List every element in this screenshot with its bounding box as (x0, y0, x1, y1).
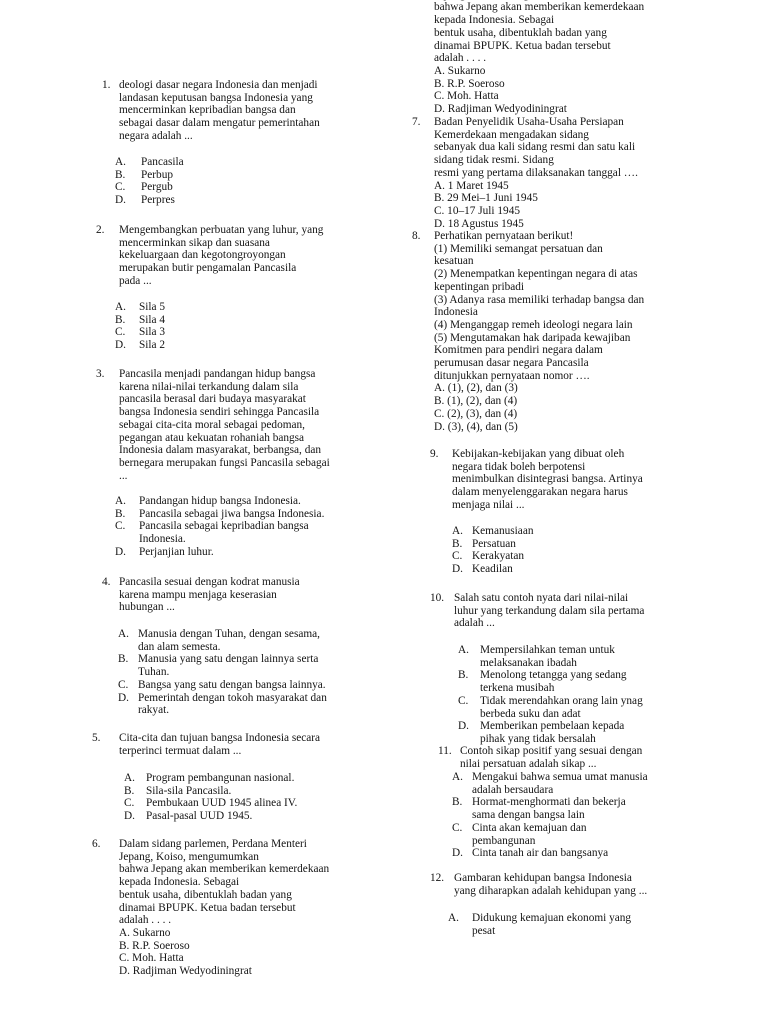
option-b: B. Sila 4 (115, 313, 166, 326)
question-number: 10. (430, 592, 445, 604)
options (115, 495, 365, 559)
question-text: Pancasila menjadi pandangan hidup bangsa karena nilai-nilai terkandung dalam sila pancasila berasal dari budaya masyarakat bangsa Indonesia sendiri sehingga Pancasila sebagai cita-cita moral sebagai pedoman, pegangan atau kekuatan rohaniah bangsa Indonesia dalam masyarakat, berbangsa, dan bernegara merupakan fungsi Pancasila sebagai ... (119, 368, 330, 482)
options (115, 156, 365, 207)
option-a: A. Program pembangunan nasional. (124, 772, 295, 784)
option-c: C. Tidak merendahkan orang lain ynag berbeda suku dan adat (458, 694, 643, 720)
options (452, 525, 692, 576)
question-text: Contoh sikap positif yang sesuai dengan nilai persatuan adalah sikap ... (460, 745, 643, 770)
right-column (384, 0, 768, 1024)
option-b: B. Pancasila sebagai jiwa bangsa Indonesia. (115, 507, 325, 520)
question-number: 7. (412, 116, 421, 128)
question-text: Gambaran kehidupan bangsa Indonesia yang diharapkan adalah kehidupan yang ... (454, 872, 648, 897)
option-c: C. Cinta akan kemajuan dan pembangunan (452, 821, 587, 847)
option-a: A. Kemanusiaan (452, 525, 534, 537)
question-text: deologi dasar negara Indonesia dan menjadi landasan keputusan bangsa Indonesia yang mencerminkan kepribadian bangsa dan sebagai dasar dalam mengatur pemerintahan negara adalah ... (119, 79, 320, 142)
options (452, 771, 712, 860)
question-number: 11. (438, 745, 452, 757)
question-text: Mengembangkan perbuatan yang luhur, yang mencerminkan sikap dan suasana kekeluargaan dan kegotongroyongan merupakan butir pengamalan Pancasila pada ... (119, 224, 324, 287)
option-b: B. Menolong tetangga yang sedang terkena musibah (458, 669, 627, 695)
option-d: D. Perpres (115, 194, 175, 207)
option-d: D. Keadilan (452, 563, 513, 576)
option-c: C. Sila 3 (115, 326, 166, 339)
question-number: 8. (412, 230, 421, 242)
option-b: B. Hormat-menghormati dan bekerja sama dengan bangsa lain (452, 796, 626, 822)
option-d: D. Memberikan pembelaan kepada pihak yang tidak bersalah (458, 720, 625, 745)
question-text: Badan Penyelidik Usaha-Usaha Persiapan Kemerdekaan mengadakan sidang sebanyak dua kali sidang resmi dan satu kali sidang tidak resmi. Sidang resmi yang pertama dilaksanakan tanggal …. A. 1 Maret 1945 B. 29 Mei–1 Juni 1945 C. 10–17 Juli 1945 D. 18 Agustus 1945 (434, 116, 638, 230)
option-b: B. Persatuan (452, 537, 516, 550)
question-6-continued (434, 1, 694, 116)
options (448, 912, 698, 937)
question-text: Salah satu contoh nyata dari nilai-nilai luhur yang terkandung dalam sila pertama adalah ... (454, 592, 645, 630)
question-text: Cita-cita dan tujuan bangsa Indonesia secara terperinci termuat dalam ... (119, 732, 321, 757)
option-c: C. Pergub (115, 181, 173, 194)
option-c: C. Pembukaan UUD 1945 alinea IV. (124, 797, 298, 810)
question-text: Dalam sidang parlemen, Perdana Menteri Jepang, Koiso, mengumumkan bahwa Jepang akan memberikan kemerdekaan kepada Indonesia. Sebagai bentuk usaha, dibentuklah badan yang dinamai BPUPK. Ketua badan tersebut adalah . . . . A. Sukarno B. R.P. Soeroso C. Moh. Hatta D. Radjiman Wedyodiningrat (119, 838, 330, 978)
option-d: D. Pasal-pasal UUD 1945. (124, 810, 253, 823)
option-b: B. Manusia yang satu dengan lainnya serta Tuhan. (118, 653, 319, 679)
option-a: A. Sila 5 (115, 301, 166, 313)
option-c: C. Kerakyatan (452, 550, 525, 563)
question-number: 5. (92, 732, 101, 744)
question-number: 4. (102, 576, 111, 588)
option-a: A. Pancasila (115, 156, 184, 168)
option-a: A. Mengakui bahwa semua umat manusia adalah bersaudara (452, 771, 648, 796)
question-number: 2. (96, 224, 105, 236)
options (124, 772, 364, 823)
question-number: 12. (430, 872, 445, 884)
options (118, 628, 368, 717)
option-d: D. Pemerintah dengan tokoh masyarakat dan rakyat. (118, 691, 327, 717)
question-text: Kebijakan-kebijakan yang dibuat oleh negara tidak boleh berpotensi menimbulkan disintegrasi bangsa. Artinya dalam menyelenggarakan negara harus menjaga nilai ... (452, 448, 643, 511)
options (115, 301, 365, 352)
question-number: 3. (96, 368, 105, 380)
options (458, 644, 698, 746)
question-text: bahwa Jepang akan memberikan kemerdekaan kepada Indonesia. Sebagai bentuk usaha, dibentuklah badan yang dinamai BPUPK. Ketua badan tersebut adalah . . . . A. Sukarno B. R.P. Soeroso C. Moh. Hatta D. Radjiman Wedyodiningrat (434, 1, 645, 116)
question-text: Perhatikan pernyataan berikut! (1) Memiliki semangat persatuan dan kesatuan (2) Menempatkan kepentingan negara di atas kepentingan pribadi (3) Adanya rasa memiliki terhadap bangsa dan Indonesia (4) Menganggap remeh ideologi negara lain (5) Mengutamakan hak daripada kewajiban Komitmen para pendiri negara dalam perumusan dasar negara Pancasila ditunjukkan pernyataan nomor …. A. (1), (2), dan (3) B. (1), (2), dan (4) C. (2), (3), dan (4) D. (3), (4), dan (5) (434, 230, 645, 433)
option-b: B. Perbup (115, 168, 174, 181)
option-a: A. Pandangan hidup bangsa Indonesia. (115, 495, 301, 507)
option-a: A. Manusia dengan Tuhan, dengan sesama, dan alam semesta. (118, 628, 320, 653)
option-c: C. Bangsa yang satu dengan bangsa lainnya. (118, 678, 326, 691)
option-b: B. Sila-sila Pancasila. (124, 784, 232, 797)
question-number: 1. (102, 79, 111, 91)
option-d: D. Perjanjian luhur. (115, 545, 214, 558)
option-a: A. Mempersilahkan teman untuk melaksanakan ibadah (458, 644, 615, 669)
option-d: D. Sila 2 (115, 339, 166, 352)
question-text: Pancasila sesuai dengan kodrat manusia karena mampu menjaga keserasian hubungan ... (119, 576, 300, 614)
question-number: 9. (430, 448, 439, 460)
question-number: 6. (92, 838, 101, 850)
option-a: A. Didukung kemajuan ekonomi yang pesat (448, 912, 632, 937)
option-d: D. Cinta tanah air dan bangsanya (452, 847, 609, 860)
option-c: C. Pancasila sebagai kepribadian bangsa Indonesia. (115, 520, 309, 546)
